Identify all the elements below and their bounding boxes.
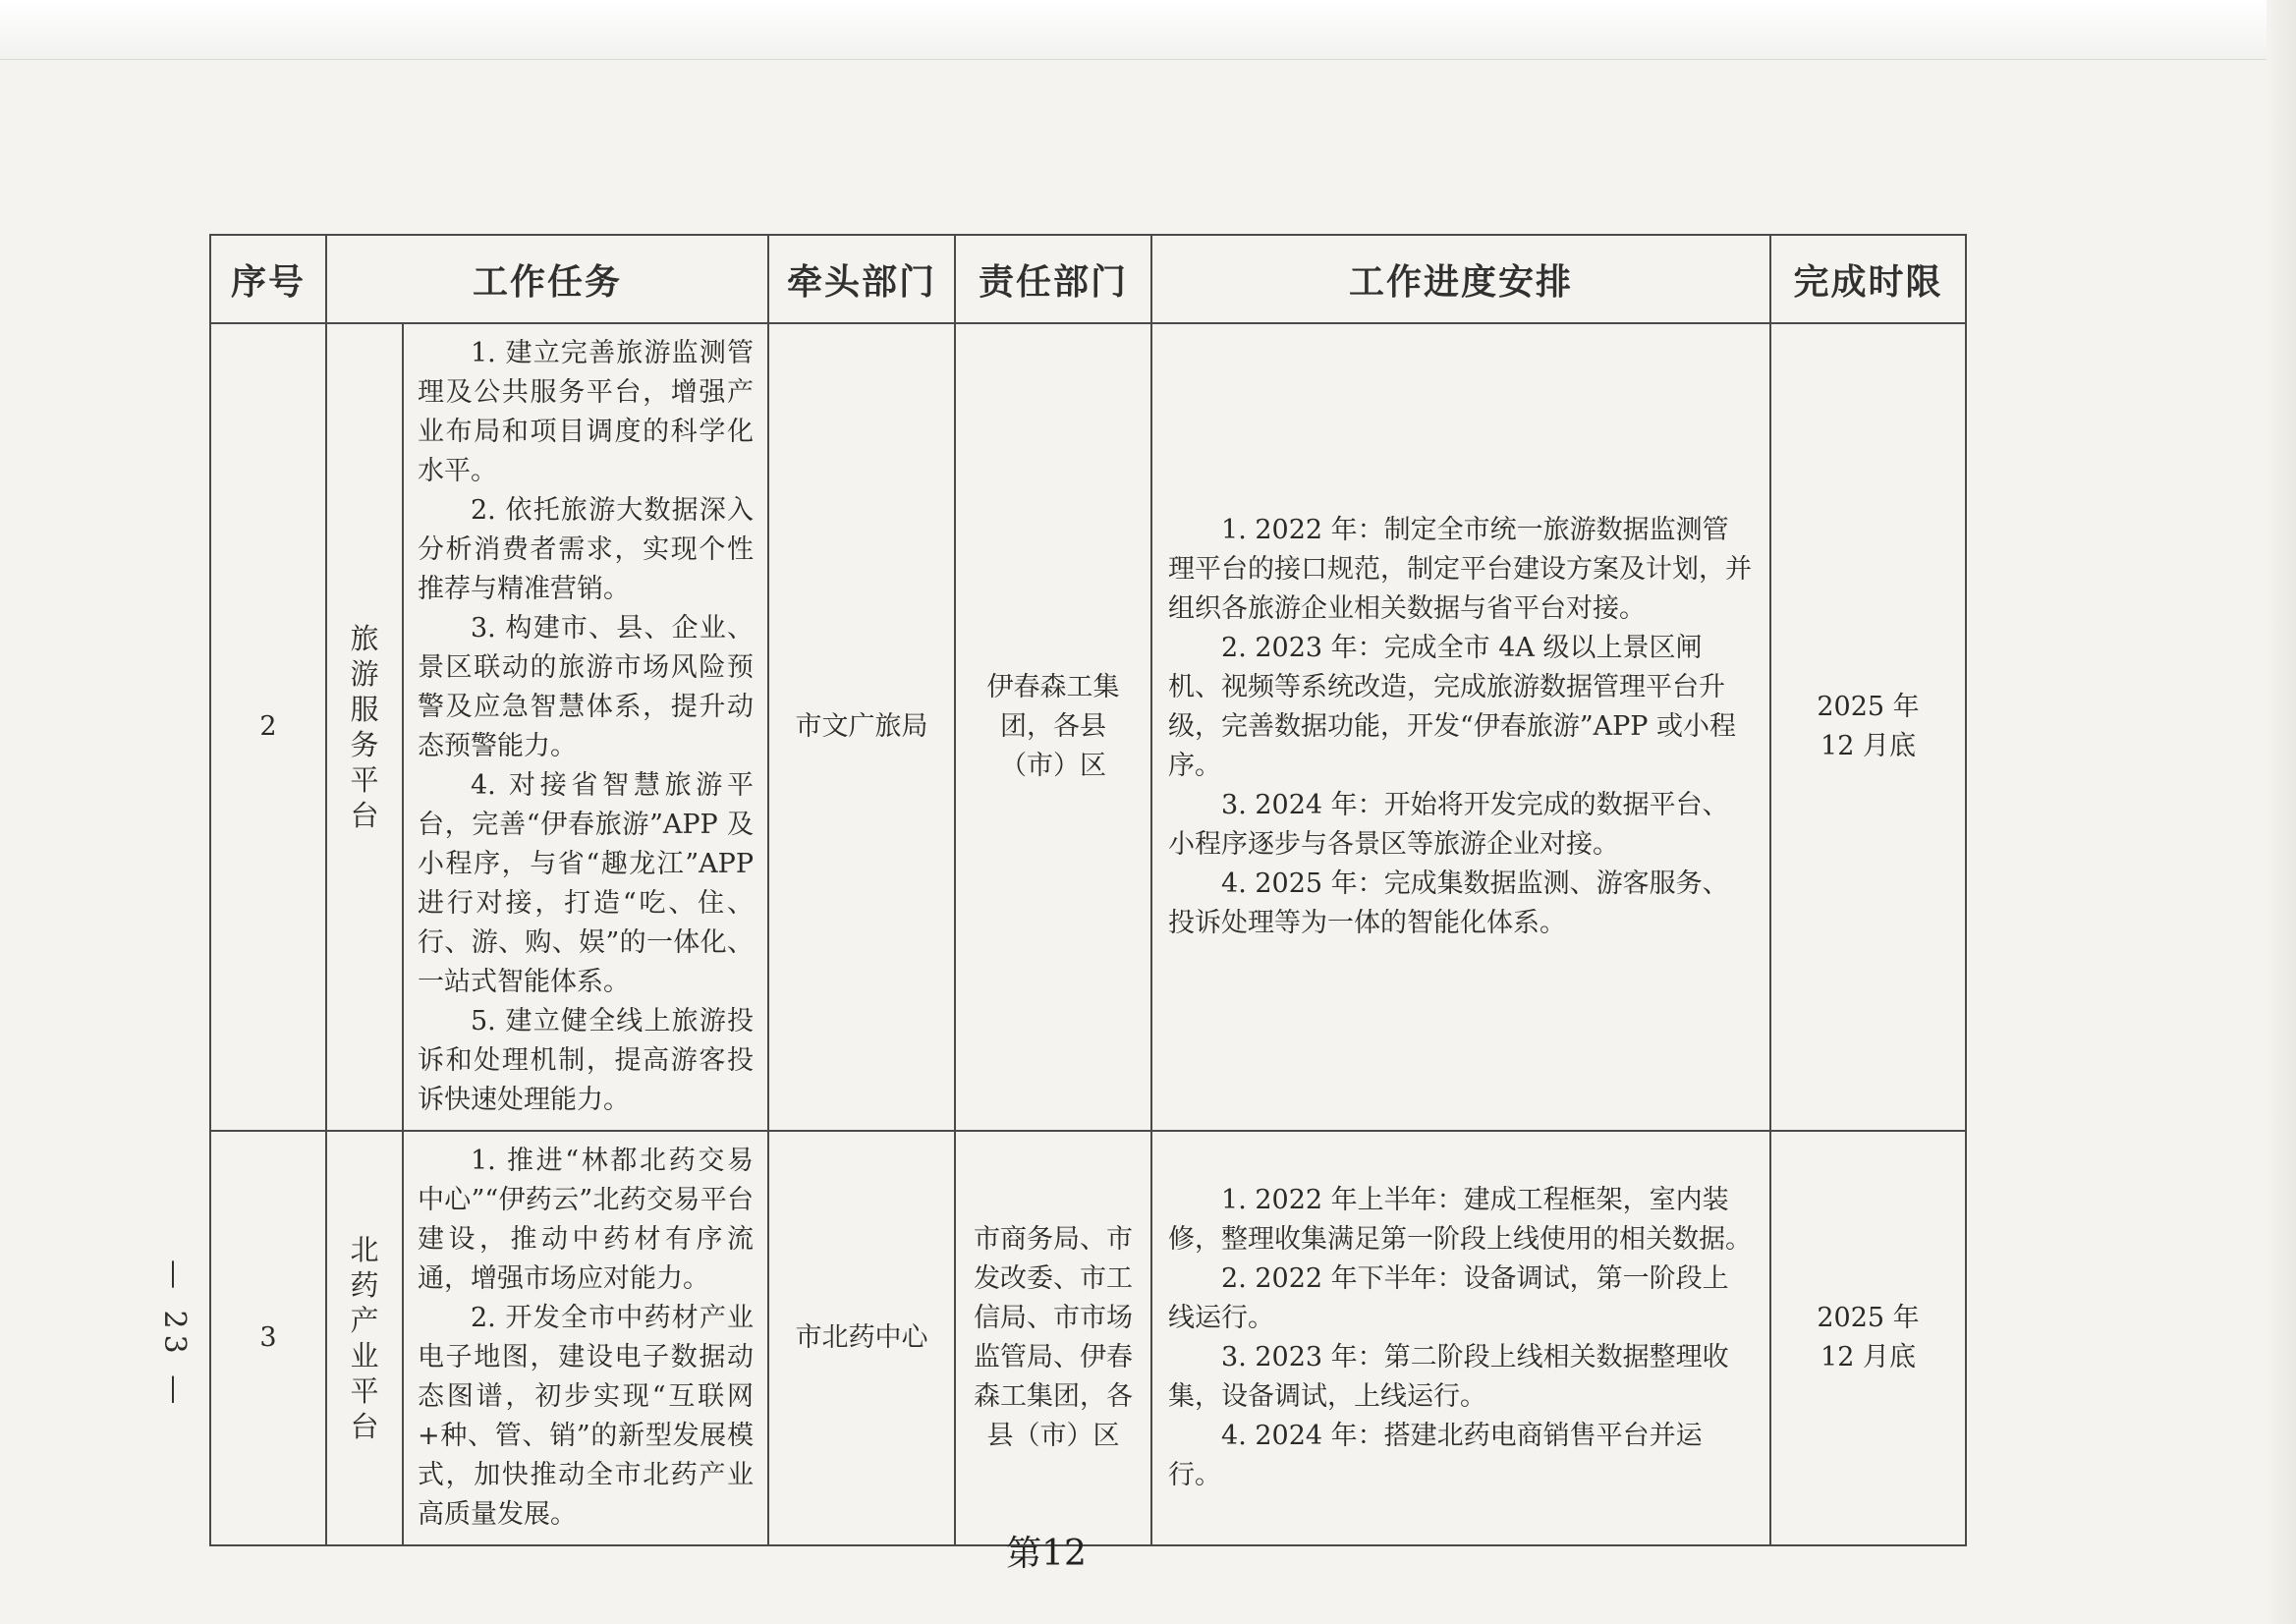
row-lead-dept: 市文广旅局 xyxy=(768,323,955,1131)
category-char: 药 xyxy=(350,1268,379,1302)
responsible-line: 伊春森工集 xyxy=(986,672,1120,702)
row-lead-dept: 市北药中心 xyxy=(768,1131,955,1545)
progress-item: 2. 2022 年下半年：设备调试，第一阶段上线运行。 xyxy=(1168,1263,1729,1333)
category-char: 平 xyxy=(350,1374,379,1408)
header-row xyxy=(210,235,1966,323)
table-row xyxy=(210,1131,1966,1545)
deadline-line: 12 月底 xyxy=(1820,1342,1916,1372)
category-char: 服 xyxy=(350,693,379,726)
row-tasks xyxy=(403,1131,768,1545)
task-item: 3. 构建市、县、企业、景区联动的旅游市场风险预警及应急智慧体系，提升动态预警能力。 xyxy=(418,613,755,761)
row-number: 2 xyxy=(210,323,326,1131)
deadline-line: 2025 年 xyxy=(1817,692,1920,722)
row-responsible-dept xyxy=(955,1131,1151,1545)
task-item: 2. 依托旅游大数据深入分析消费者需求，实现个性推荐与精准营销。 xyxy=(418,495,755,604)
progress-item: 3. 2023 年：第二阶段上线相关数据整理收集，设备调试，上线运行。 xyxy=(1168,1342,1729,1412)
responsible-line: 发改委、市工 xyxy=(974,1263,1134,1294)
category-char: 平 xyxy=(350,763,379,797)
responsible-line: 信局、市市场 xyxy=(974,1303,1134,1333)
progress-item: 3. 2024 年：开始将开发完成的数据平台、小程序逐步与各景区等旅游企业对接。 xyxy=(1168,790,1729,860)
work-plan-table xyxy=(209,234,1967,1546)
progress-item: 1. 2022 年：制定全市统一旅游数据监测管理平台的接口规范，制定平台建设方案及计划，并组织各旅游企业相关数据与省平台对接。 xyxy=(1168,515,1753,624)
progress-item: 4. 2025 年：完成集数据监测、游客服务、投诉处理等为一体的智能化体系。 xyxy=(1168,868,1729,938)
scan-right-edge xyxy=(2267,0,2296,1624)
task-item: 5. 建立健全线上旅游投诉和处理机制，提高游客投诉快速处理能力。 xyxy=(418,1006,755,1115)
row-category xyxy=(326,1131,403,1545)
responsible-line: （市）区 xyxy=(1000,751,1107,781)
header-number: 序号 xyxy=(210,235,326,323)
responsible-line: 监管局、伊春 xyxy=(974,1342,1134,1372)
category-char: 务 xyxy=(350,728,379,761)
table-row xyxy=(210,323,1966,1131)
row-deadline xyxy=(1770,323,1966,1131)
row-category xyxy=(326,323,403,1131)
footer-page-label: 第12 xyxy=(1006,1534,1087,1574)
category-char: 北 xyxy=(350,1233,379,1266)
task-item: 4. 对接省智慧旅游平台，完善“伊春旅游”APP 及小程序，与省“趣龙江”APP 进行对接，打造“吃、住、行、游、购、娱”的一体化、一站式智能体系。 xyxy=(418,770,755,997)
progress-item: 1. 2022 年上半年：建成工程框架，室内装修，整理收集满足第一阶段上线使用的相关数据。 xyxy=(1168,1185,1753,1255)
progress-item: 4. 2024 年：搭建北药电商销售平台并运行。 xyxy=(1168,1421,1703,1490)
responsible-line: 森工集团，各 xyxy=(974,1381,1134,1412)
task-item: 1. 建立完善旅游监测管理及公共服务平台，增强产业布局和项目调度的科学化水平。 xyxy=(418,338,755,486)
category-char: 游 xyxy=(350,657,379,691)
progress-item: 2. 2023 年：完成全市 4A 级以上景区闸机、视频等系统改造，完成旅游数据管理平台升级，完善数据功能，开发“伊春旅游”APP 或小程序。 xyxy=(1168,633,1737,781)
header-deadline: 完成时限 xyxy=(1770,235,1966,323)
scan-top-band xyxy=(0,0,2296,60)
category-char: 业 xyxy=(350,1339,379,1372)
task-item: 1. 推进“林都北药交易中心”“伊药云”北药交易平台建设，推动中药材有序流通，增强市场应对能力。 xyxy=(418,1146,755,1294)
row-number: 3 xyxy=(210,1131,326,1545)
responsible-line: 市商务局、市 xyxy=(974,1224,1134,1255)
row-tasks xyxy=(403,323,768,1131)
header-tasks: 工作任务 xyxy=(326,235,768,323)
task-item: 2. 开发全市中药材产业电子地图，建设电子数据动态图谱，初步实现“互联网+种、管、销”的新型发展模式，加快推动全市北药产业高质量发展。 xyxy=(418,1303,755,1530)
responsible-line: 县（市）区 xyxy=(986,1421,1120,1451)
category-char: 旅 xyxy=(350,622,379,655)
responsible-line: 团，各县 xyxy=(1000,711,1107,742)
header-lead-dept: 牵头部门 xyxy=(768,235,955,323)
row-deadline xyxy=(1770,1131,1966,1545)
row-responsible-dept xyxy=(955,323,1151,1131)
header-progress: 工作进度安排 xyxy=(1151,235,1770,323)
deadline-line: 2025 年 xyxy=(1817,1303,1920,1333)
header-responsible-dept: 责任部门 xyxy=(955,235,1151,323)
side-page-number: — 23 — xyxy=(157,1260,192,1411)
category-char: 台 xyxy=(350,799,379,832)
deadline-line: 12 月底 xyxy=(1820,731,1916,761)
category-char: 台 xyxy=(350,1410,379,1443)
category-char: 产 xyxy=(350,1304,379,1337)
row-progress xyxy=(1151,1131,1770,1545)
row-progress xyxy=(1151,323,1770,1131)
